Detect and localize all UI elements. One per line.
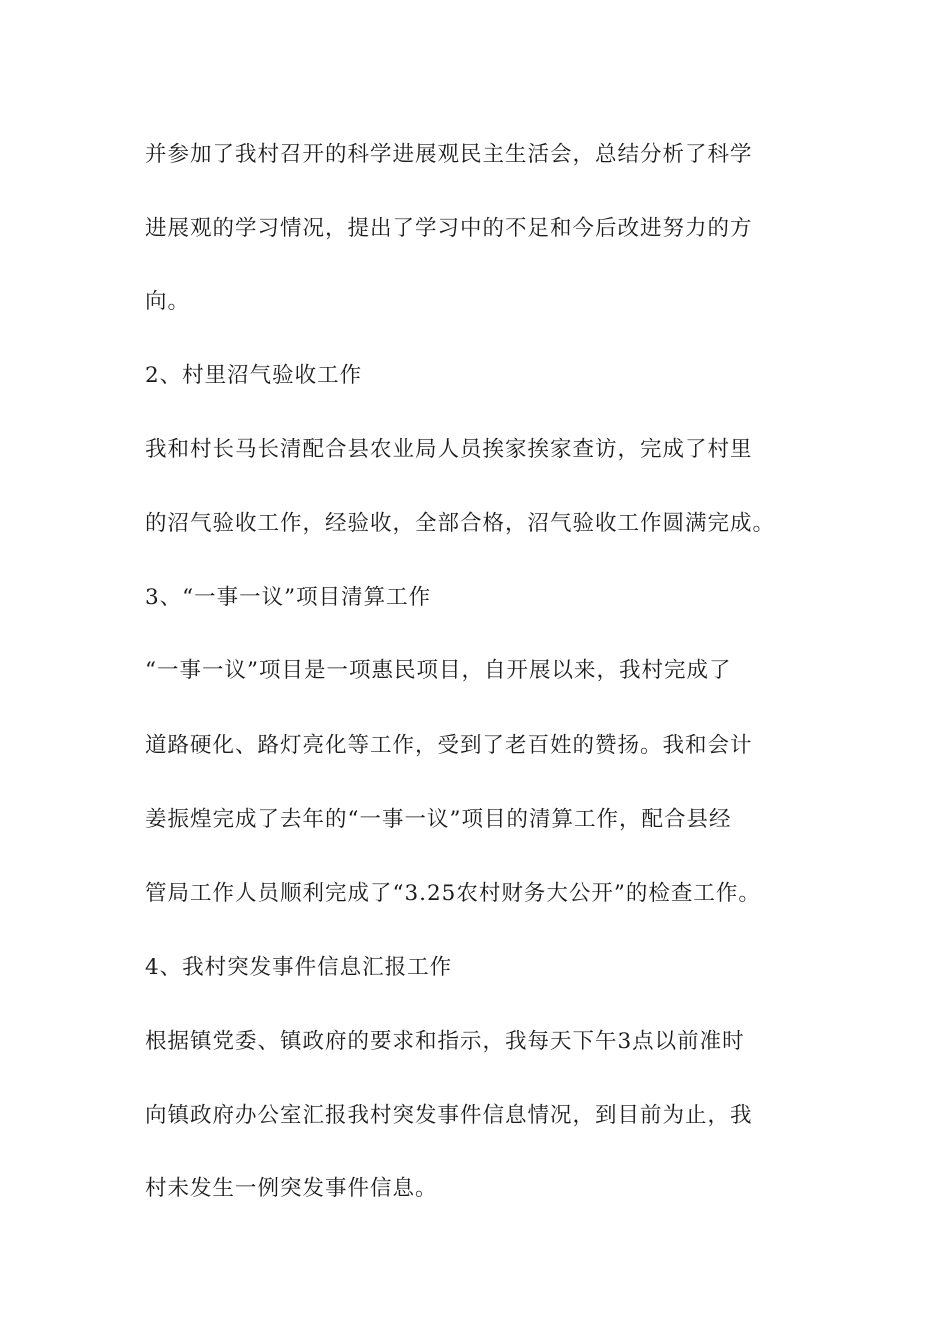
- section-heading-2: 2、村里沼气验收工作: [145, 363, 363, 388]
- paragraph-2-line-2: 的沼气验收工作，经验收，全部合格，沼气验收工作圆满完成。: [145, 511, 776, 536]
- paragraph-3-line-4: 管局工作人员顺利完成了“3.25农村财务大公开”的检查工作。: [145, 881, 761, 906]
- paragraph-1-line-3: 向。: [145, 289, 191, 314]
- paragraph-3-line-1: “一事一议”项目是一项惠民项目，自开展以来，我村完成了: [145, 658, 732, 683]
- paragraph-1-line-2: 进展观的学习情况，提出了学习中的不足和今后改进努力的方: [145, 216, 753, 241]
- paragraph-4-line-1: 根据镇党委、镇政府的要求和指示，我每天下午3点以前准时: [145, 1029, 745, 1054]
- paragraph-4-line-2: 向镇政府办公室汇报我村突发事件信息情况，到目前为止，我: [145, 1103, 753, 1128]
- paragraph-3-line-2: 道路硬化、路灯亮化等工作，受到了老百姓的赞扬。我和会计: [145, 733, 753, 758]
- section-heading-3: 3、“一事一议”项目清算工作: [145, 585, 432, 610]
- paragraph-2-line-1: 我和村长马长清配合县农业局人员挨家挨家查访，完成了村里: [145, 437, 753, 462]
- paragraph-4-line-3: 村未发生一例突发事件信息。: [145, 1176, 438, 1201]
- paragraph-3-line-3: 姜振煌完成了去年的“一事一议”项目的清算工作，配合县经: [145, 807, 732, 832]
- paragraph-1-line-1: 并参加了我村召开的科学进展观民主生活会，总结分析了科学: [145, 142, 753, 167]
- section-heading-4: 4、我村突发事件信息汇报工作: [145, 955, 453, 980]
